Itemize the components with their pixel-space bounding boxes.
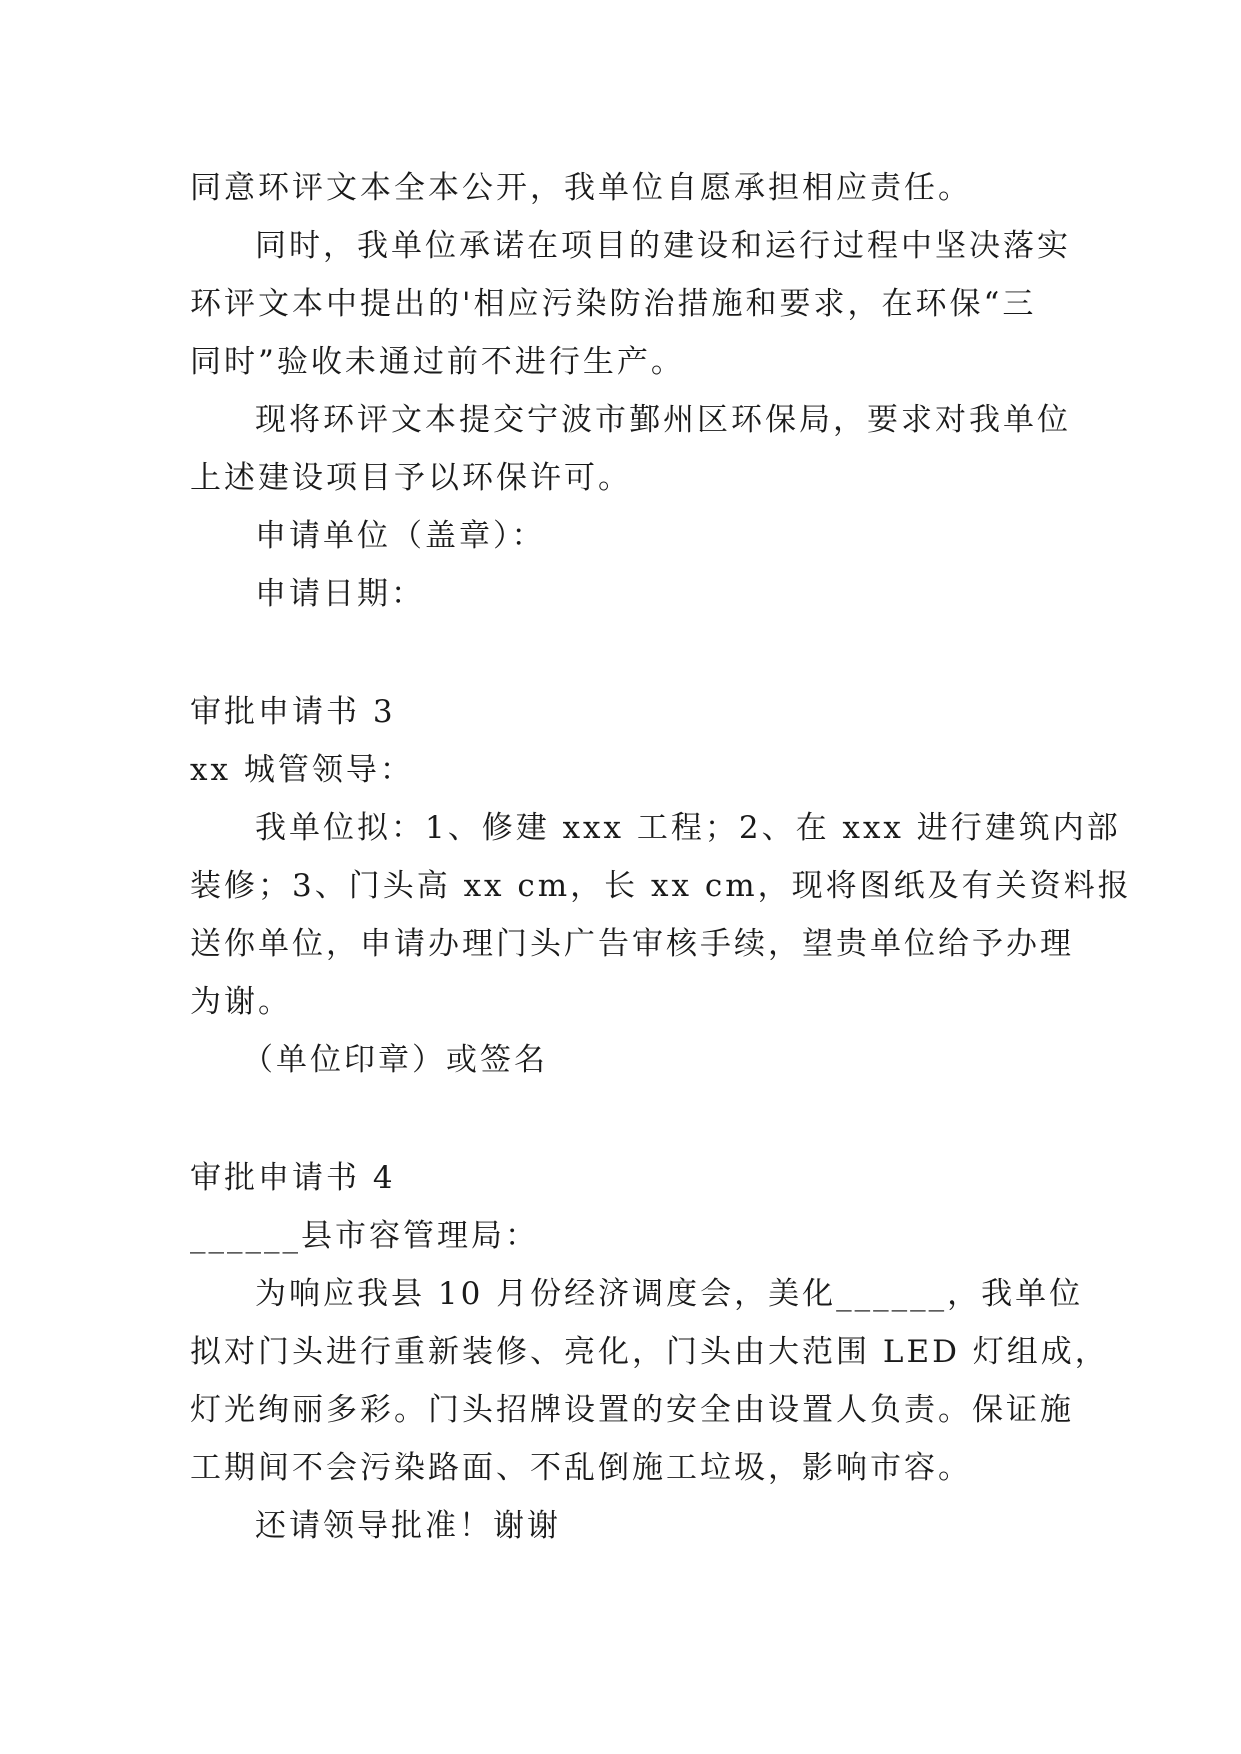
paragraph-line: 上述建设项目予以环保许可。 [190,460,632,496]
date-label: 申请日期： [255,576,425,612]
paragraph-line: 同时，我单位承诺在项目的建设和运行过程中坚决落实 [255,228,1071,264]
paragraph-line: 工期间不会污染路面、不乱倒施工垃圾，影响市容。 [190,1450,972,1486]
paragraph-line: 环评文本中提出的'相应污染防治措施和要求，在环保“三 [190,286,1037,322]
salutation: ______县市容管理局： [190,1218,539,1254]
paragraph-line: 送你单位，申请办理门头广告审核手续，望贵单位给予办理 [190,926,1074,962]
applicant-label: 申请单位（盖章）： [255,518,546,554]
closing-line: 还请领导批准！谢谢 [255,1508,561,1544]
paragraph-line: 同意环评文本全本公开，我单位自愿承担相应责任。 [190,170,972,206]
paragraph-line: 同时”验收未通过前不进行生产。 [190,344,685,380]
paragraph-line: 灯光绚丽多彩。门头招牌设置的安全由设置人负责。保证施 [190,1392,1074,1428]
paragraph-line: 装修；3、门头高 xx cm，长 xx cm，现将图纸及有关资料报 [190,868,1132,904]
paragraph-line: 拟对门头进行重新装修、亮化，门头由大范围 LED 灯组成， [190,1334,1109,1370]
paragraph-line: 为响应我县 10 月份经济调度会，美化______，我单位 [255,1276,1084,1312]
section-heading: 审批申请书 4 [190,1160,396,1196]
paragraph-line: 我单位拟：1、修建 xxx 工程；2、在 xxx 进行建筑内部 [255,810,1121,846]
paragraph-line: 为谢。 [190,984,292,1020]
section-heading: 审批申请书 3 [190,694,396,730]
salutation: xx 城管领导： [190,752,414,788]
seal-signature-label: （单位印章）或签名 [242,1042,548,1078]
paragraph-line: 现将环评文本提交宁波市鄞州区环保局，要求对我单位 [255,402,1071,438]
